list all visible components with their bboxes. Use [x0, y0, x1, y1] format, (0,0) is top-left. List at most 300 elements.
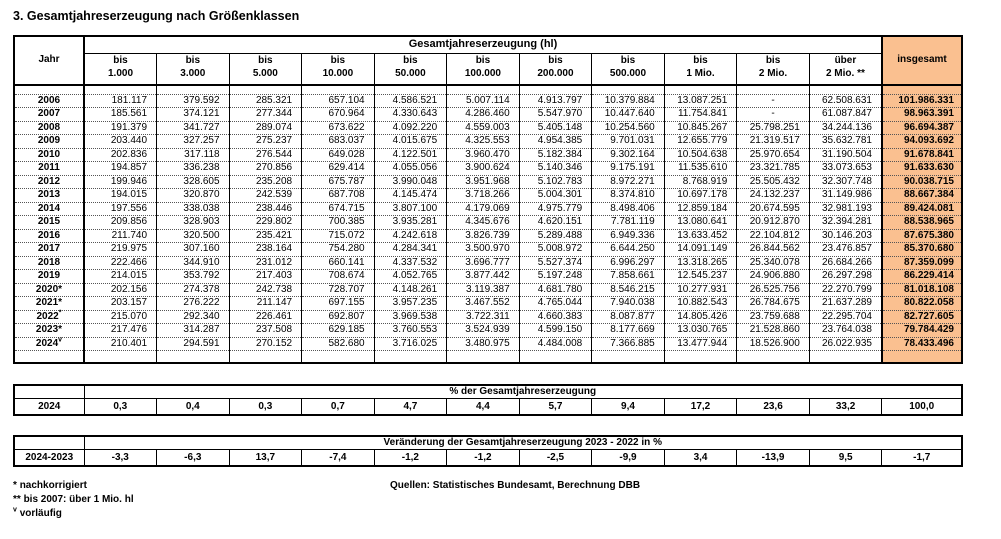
value-cell: 10.504.638 — [664, 148, 737, 162]
spacer-cell — [447, 351, 520, 363]
spacer-cell — [809, 85, 882, 94]
value-cell: 238.446 — [229, 202, 302, 216]
size-class-line1: bis — [765, 55, 781, 67]
spacer-cell — [519, 351, 592, 363]
value-cell: 289.074 — [229, 121, 302, 135]
value-cell: 26.022.935 — [809, 337, 882, 351]
value-cell: 3.969.538 — [374, 310, 447, 324]
value-cell: 21.528.860 — [737, 324, 810, 338]
spacer-cell — [302, 85, 375, 94]
value-cell: 4.145.474 — [374, 189, 447, 203]
value-cell: 14.091.149 — [664, 243, 737, 257]
value-cell: 4.325.553 — [447, 135, 520, 149]
change-table — [13, 435, 963, 467]
total-cell: 78.433.496 — [882, 337, 962, 351]
year-label: 2023 — [35, 324, 59, 336]
value-cell: 6.644.250 — [592, 243, 665, 257]
value-cell: 3.500.970 — [447, 243, 520, 257]
size-class-line2: 2 Mio. ** — [825, 67, 865, 79]
value-cell: 379.592 — [157, 94, 230, 108]
value-cell: 314.287 — [157, 324, 230, 338]
total-cell: 87.359.099 — [882, 256, 962, 270]
value-cell: 4.092.220 — [374, 121, 447, 135]
value-cell: 3.696.777 — [447, 256, 520, 270]
year-cell — [14, 148, 84, 162]
total-cell: 79.784.429 — [882, 324, 962, 338]
table-row — [14, 216, 962, 230]
value-cell: 13.633.452 — [664, 229, 737, 243]
value-cell: 32.981.193 — [809, 202, 882, 216]
total-cell: 88.667.384 — [882, 189, 962, 203]
value-cell: 23.321.785 — [737, 162, 810, 176]
value-cell: 327.257 — [157, 135, 230, 149]
value-cell: 4.954.385 — [519, 135, 592, 149]
value-cell: -1,2 — [447, 450, 520, 466]
total-cell: 90.038.715 — [882, 175, 962, 189]
value-cell: 8.768.919 — [664, 175, 737, 189]
year-cell — [14, 94, 84, 108]
value-cell: 4.586.521 — [374, 94, 447, 108]
total-cell: 94.093.692 — [882, 135, 962, 149]
empty-cell — [14, 436, 84, 450]
size-class-header — [229, 53, 302, 85]
year-mark: v — [58, 336, 63, 344]
value-cell: 62.508.631 — [809, 94, 882, 108]
footnote-text: bis 2007: über 1 Mio. hl — [23, 493, 134, 505]
value-cell: 3.718.266 — [447, 189, 520, 203]
year-cell — [14, 256, 84, 270]
value-cell: 649.028 — [302, 148, 375, 162]
value-cell: 12.655.779 — [664, 135, 737, 149]
table-row — [14, 337, 962, 351]
value-cell: 320.500 — [157, 229, 230, 243]
table-row — [14, 135, 962, 149]
value-cell: 3.990.048 — [374, 175, 447, 189]
value-cell: 0,3 — [229, 399, 302, 415]
value-cell: 215.070 — [84, 310, 157, 324]
year-cell — [14, 297, 84, 311]
value-cell: 683.037 — [302, 135, 375, 149]
value-cell: 8.498.406 — [592, 202, 665, 216]
value-cell: 700.385 — [302, 216, 375, 230]
value-cell: 292.340 — [157, 310, 230, 324]
spacer-row — [14, 85, 962, 94]
year-label: 2019 — [37, 270, 61, 282]
value-cell: 211.740 — [84, 229, 157, 243]
total-column-header: insgesamt — [882, 36, 962, 85]
value-cell: 307.160 — [157, 243, 230, 257]
year-cell — [14, 324, 84, 338]
table-row — [14, 108, 962, 122]
table-row — [14, 229, 962, 243]
value-cell: 219.975 — [84, 243, 157, 257]
value-cell: 3.826.739 — [447, 229, 520, 243]
year-mark: * — [58, 324, 63, 336]
value-cell: 353.792 — [157, 270, 230, 284]
value-cell: 317.118 — [157, 148, 230, 162]
size-class-line2: 2 Mio. — [758, 67, 788, 79]
table-row — [14, 94, 962, 108]
size-class-line2: 500.000 — [609, 67, 647, 79]
value-cell: 9,4 — [592, 399, 665, 415]
value-cell: 203.440 — [84, 135, 157, 149]
spacer-cell — [229, 351, 302, 363]
value-cell: 0,7 — [302, 399, 375, 415]
size-class-header — [157, 53, 230, 85]
value-cell: 341.727 — [157, 121, 230, 135]
value-cell: 13.318.265 — [664, 256, 737, 270]
value-cell: 582.680 — [302, 337, 375, 351]
total-cell: 80.822.058 — [882, 297, 962, 311]
value-cell: 5.527.374 — [519, 256, 592, 270]
size-class-line1: bis — [258, 55, 273, 67]
value-cell: 8.374.810 — [592, 189, 665, 203]
value-cell: 4.148.261 — [374, 283, 447, 297]
value-cell: 14.805.426 — [664, 310, 737, 324]
value-cell: 10.447.640 — [592, 108, 665, 122]
spacer-cell — [14, 351, 84, 363]
percent-row-label: 2024 — [14, 399, 84, 415]
table-row — [14, 310, 962, 324]
value-cell: 660.141 — [302, 256, 375, 270]
value-cell: 23.476.857 — [809, 243, 882, 257]
value-cell: 7.781.119 — [592, 216, 665, 230]
value-cell: 8.546.215 — [592, 283, 665, 297]
size-class-header — [737, 53, 810, 85]
value-cell: 5.007.114 — [447, 94, 520, 108]
value-cell: 8.087.877 — [592, 310, 665, 324]
year-cell — [14, 135, 84, 149]
value-cell: 754.280 — [302, 243, 375, 257]
value-cell: 5.004.301 — [519, 189, 592, 203]
value-cell: 10.697.178 — [664, 189, 737, 203]
value-cell: 5.182.384 — [519, 148, 592, 162]
value-cell: 209.856 — [84, 216, 157, 230]
value-cell: 7.366.885 — [592, 337, 665, 351]
size-class-line2: 5.000 — [252, 67, 278, 79]
year-mark: * — [58, 297, 63, 309]
value-cell: 4.052.765 — [374, 270, 447, 284]
value-cell: 31.149.986 — [809, 189, 882, 203]
value-cell: 61.087.847 — [809, 108, 882, 122]
value-cell: 23.764.038 — [809, 324, 882, 338]
value-cell: 4.015.675 — [374, 135, 447, 149]
value-cell: 31.190.504 — [809, 148, 882, 162]
size-class-header — [664, 53, 737, 85]
table-row — [14, 297, 962, 311]
size-class-line1: über — [834, 55, 857, 67]
spacer-cell — [84, 351, 157, 363]
value-cell: 3.760.553 — [374, 324, 447, 338]
year-label: 2016 — [37, 229, 61, 241]
size-class-header — [302, 53, 375, 85]
size-class-line1: bis — [693, 55, 708, 67]
total-cell: 91.678.841 — [882, 148, 962, 162]
value-cell: 21.637.289 — [809, 297, 882, 311]
value-cell: 4.179.069 — [447, 202, 520, 216]
year-label: 2010 — [37, 148, 61, 160]
footnote-line — [13, 493, 390, 507]
size-class-header — [592, 53, 665, 85]
table-row — [14, 324, 962, 338]
value-cell: -2,5 — [519, 450, 592, 466]
value-cell: 32.307.748 — [809, 175, 882, 189]
size-class-header — [519, 53, 592, 85]
value-cell: 211.147 — [229, 297, 302, 311]
empty-cell — [14, 385, 84, 399]
production-table — [13, 35, 963, 364]
value-cell: 9.302.164 — [592, 148, 665, 162]
value-cell: 4,7 — [374, 399, 447, 415]
value-cell: 33,2 — [809, 399, 882, 415]
year-label: 2009 — [37, 135, 61, 147]
value-cell: 242.539 — [229, 189, 302, 203]
size-class-header — [809, 53, 882, 85]
year-mark: * — [58, 283, 63, 295]
value-cell: 25.505.432 — [737, 175, 810, 189]
value-cell: 3.960.470 — [447, 148, 520, 162]
value-cell: 181.117 — [84, 94, 157, 108]
value-cell: 20.674.595 — [737, 202, 810, 216]
size-class-line1: bis — [548, 55, 563, 67]
total-cell: 98.963.391 — [882, 108, 962, 122]
size-class-line2: 1.000 — [108, 67, 134, 79]
value-cell: 3,4 — [664, 450, 737, 466]
value-cell: 12.859.184 — [664, 202, 737, 216]
value-cell: 22.295.704 — [809, 310, 882, 324]
year-label: 2024 — [35, 337, 59, 349]
value-cell: 692.807 — [302, 310, 375, 324]
value-cell: 194.857 — [84, 162, 157, 176]
value-cell: 270.152 — [229, 337, 302, 351]
value-cell: 7.940.038 — [592, 297, 665, 311]
spacer-cell — [664, 351, 737, 363]
value-cell: 5.197.248 — [519, 270, 592, 284]
year-label: 2020 — [35, 283, 59, 295]
value-cell: 11.754.841 — [664, 108, 737, 122]
total-cell: 82.727.605 — [882, 310, 962, 324]
value-cell: 20.912.870 — [737, 216, 810, 230]
spacer-cell — [737, 85, 810, 94]
value-cell: - — [737, 108, 810, 122]
value-cell: 5.102.783 — [519, 175, 592, 189]
table-row — [14, 243, 962, 257]
value-cell: 4.660.383 — [519, 310, 592, 324]
value-cell: 674.715 — [302, 202, 375, 216]
year-cell — [14, 121, 84, 135]
size-class-line2: 200.000 — [537, 67, 574, 79]
year-cell — [14, 283, 84, 297]
footnote-line — [13, 507, 390, 521]
value-cell: 202.156 — [84, 283, 157, 297]
group-header: Gesamtjahreserzeugung (hl) — [84, 36, 882, 53]
value-cell: 0,3 — [84, 399, 157, 415]
value-cell: 10.379.884 — [592, 94, 665, 108]
spacer-cell — [374, 85, 447, 94]
value-cell: 328.605 — [157, 175, 230, 189]
value-cell: 3.722.311 — [447, 310, 520, 324]
value-cell: 3.900.624 — [447, 162, 520, 176]
value-cell: 217.403 — [229, 270, 302, 284]
value-cell: 3.467.552 — [447, 297, 520, 311]
value-cell: 8.972.271 — [592, 175, 665, 189]
value-cell: 26.684.266 — [809, 256, 882, 270]
change-table-header: Veränderung der Gesamtjahreserzeugung 2023 - 2022 in % — [84, 436, 962, 450]
value-cell: 4.284.341 — [374, 243, 447, 257]
footer — [13, 479, 1001, 521]
value-cell: 10.254.560 — [592, 121, 665, 135]
size-class-header — [84, 53, 157, 85]
header-row-size-classes — [14, 53, 962, 85]
year-label: 2014 — [37, 202, 61, 214]
value-cell: 13.030.765 — [664, 324, 737, 338]
value-cell: 336.238 — [157, 162, 230, 176]
value-cell: 197.556 — [84, 202, 157, 216]
value-cell: 214.015 — [84, 270, 157, 284]
year-cell — [14, 162, 84, 176]
value-cell: 231.012 — [229, 256, 302, 270]
value-cell: 238.164 — [229, 243, 302, 257]
size-class-line1: bis — [330, 55, 346, 67]
value-cell: -1,2 — [374, 450, 447, 466]
table-row — [14, 162, 962, 176]
value-cell: 210.401 — [84, 337, 157, 351]
value-cell: 4.337.532 — [374, 256, 447, 270]
table-row — [14, 283, 962, 297]
change-header-row — [14, 436, 962, 450]
value-cell: 4.055.056 — [374, 162, 447, 176]
value-cell: 202.836 — [84, 148, 157, 162]
table-row — [14, 270, 962, 284]
value-cell: 6.996.297 — [592, 256, 665, 270]
value-cell: 10.845.267 — [664, 121, 737, 135]
footnote-line — [13, 479, 390, 493]
value-cell: 13.087.251 — [664, 94, 737, 108]
value-cell: 3.480.975 — [447, 337, 520, 351]
value-cell: 715.072 — [302, 229, 375, 243]
value-cell: 203.157 — [84, 297, 157, 311]
size-class-line1: bis — [403, 55, 418, 67]
value-cell: 33.073.653 — [809, 162, 882, 176]
value-cell: 4.286.460 — [447, 108, 520, 122]
year-label: 2018 — [37, 256, 61, 268]
spacer-cell — [664, 85, 737, 94]
change-value-row — [14, 450, 962, 466]
value-cell: 24.906.880 — [737, 270, 810, 284]
total-cell: 81.018.108 — [882, 283, 962, 297]
footnote-mark: * — [13, 479, 17, 491]
value-cell: 270.856 — [229, 162, 302, 176]
table-row — [14, 189, 962, 203]
total-cell: 96.694.387 — [882, 121, 962, 135]
percent-value-row — [14, 399, 962, 415]
table-row — [14, 175, 962, 189]
value-cell: 276.544 — [229, 148, 302, 162]
value-cell: 23,6 — [737, 399, 810, 415]
footnote-text: nachkorrigiert — [19, 479, 87, 491]
value-cell: 30.146.203 — [809, 229, 882, 243]
year-cell — [14, 108, 84, 122]
value-cell: 222.466 — [84, 256, 157, 270]
value-cell: 25.340.078 — [737, 256, 810, 270]
year-cell — [14, 189, 84, 203]
value-cell: 191.379 — [84, 121, 157, 135]
value-cell: 4.330.643 — [374, 108, 447, 122]
value-cell: -3,3 — [84, 450, 157, 466]
total-cell: 88.538.965 — [882, 216, 962, 230]
value-cell: 328.903 — [157, 216, 230, 230]
spacer-cell — [374, 351, 447, 363]
spacer-cell — [592, 85, 665, 94]
percent-header-row — [14, 385, 962, 399]
value-cell: 275.237 — [229, 135, 302, 149]
value-cell: 0,4 — [157, 399, 230, 415]
size-class-line2: 3.000 — [180, 67, 206, 79]
value-cell: 22.104.812 — [737, 229, 810, 243]
value-cell: 5.289.488 — [519, 229, 592, 243]
value-cell: 4.681.780 — [519, 283, 592, 297]
value-cell: 194.015 — [84, 189, 157, 203]
year-label: 2006 — [37, 94, 61, 106]
value-cell: 3.716.025 — [374, 337, 447, 351]
value-cell: 4.345.676 — [447, 216, 520, 230]
value-cell: 5.405.148 — [519, 121, 592, 135]
footnote-mark: v — [13, 506, 17, 514]
value-cell: 629.185 — [302, 324, 375, 338]
percent-table-header: % der Gesamtjahreserzeugung — [84, 385, 962, 399]
value-cell: 670.964 — [302, 108, 375, 122]
value-cell: 673.622 — [302, 121, 375, 135]
year-label: 2011 — [38, 162, 60, 174]
value-cell: 26.297.298 — [809, 270, 882, 284]
value-cell: 4.559.003 — [447, 121, 520, 135]
spacer-cell — [882, 85, 962, 94]
value-cell: 294.591 — [157, 337, 230, 351]
value-cell: 276.222 — [157, 297, 230, 311]
year-label: 2013 — [37, 189, 61, 201]
value-cell: 320.870 — [157, 189, 230, 203]
value-cell: 10.882.543 — [664, 297, 737, 311]
size-class-header — [447, 53, 520, 85]
total-cell: 91.633.630 — [882, 162, 962, 176]
value-cell: 629.414 — [302, 162, 375, 176]
value-cell: 338.038 — [157, 202, 230, 216]
value-cell: 274.378 — [157, 283, 230, 297]
value-cell: 344.910 — [157, 256, 230, 270]
value-cell: 199.946 — [84, 175, 157, 189]
value-cell: 728.707 — [302, 283, 375, 297]
table-row — [14, 121, 962, 135]
value-cell: 5.008.972 — [519, 243, 592, 257]
value-cell: - — [737, 94, 810, 108]
spacer-cell — [447, 85, 520, 94]
table-row — [14, 202, 962, 216]
value-cell: 17,2 — [664, 399, 737, 415]
size-class-line1: bis — [113, 55, 128, 67]
year-label: 2015 — [37, 216, 61, 228]
table-row — [14, 256, 962, 270]
value-cell: 277.344 — [229, 108, 302, 122]
value-cell: 657.104 — [302, 94, 375, 108]
year-mark: * — [58, 309, 62, 317]
value-cell: -6,3 — [157, 450, 230, 466]
value-cell: 11.535.610 — [664, 162, 737, 176]
total-cell: 89.424.081 — [882, 202, 962, 216]
spacer-cell — [809, 351, 882, 363]
value-cell: 5,7 — [519, 399, 592, 415]
value-cell: 9.175.191 — [592, 162, 665, 176]
spacer-cell — [519, 85, 592, 94]
